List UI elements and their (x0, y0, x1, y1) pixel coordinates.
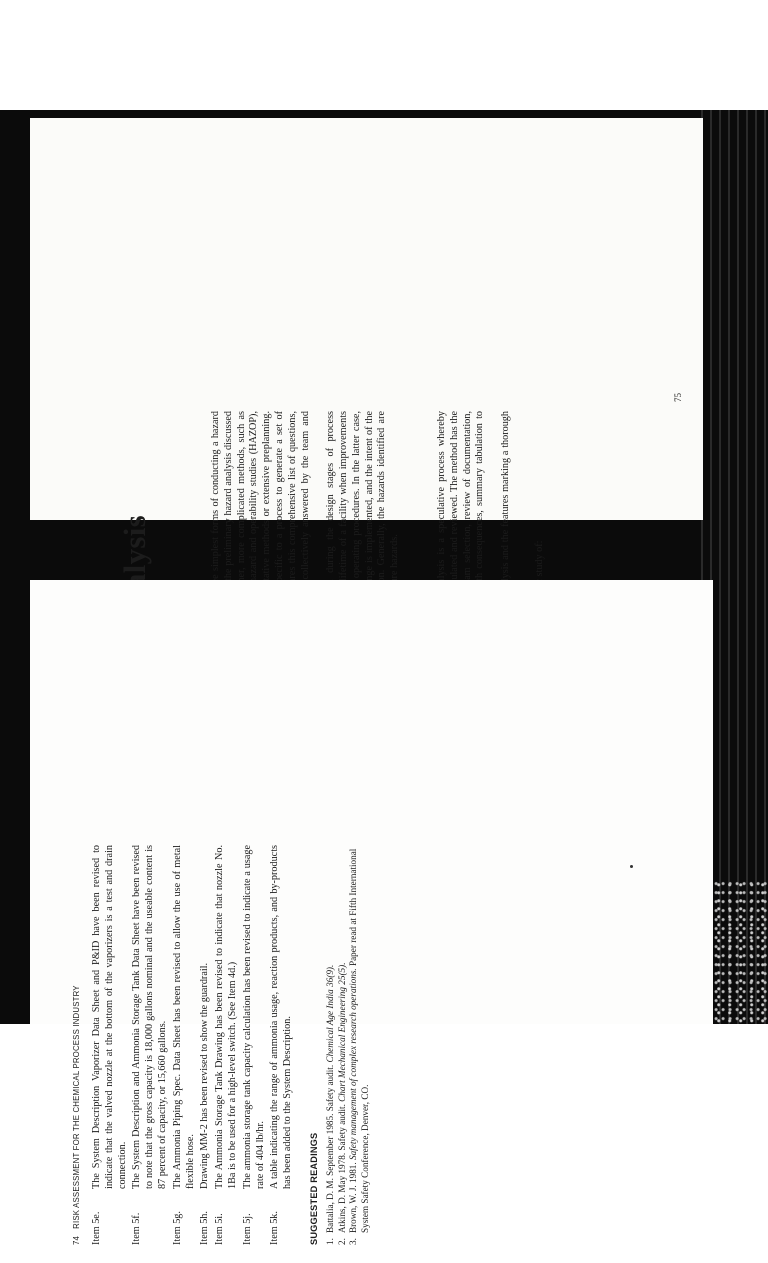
page-74-content (30, 819, 713, 1263)
reference-item: 2. Atkins, D. May 1978. Safety audit. Chart Mechanical Engineering 25(5). (336, 962, 347, 1245)
running-head (72, 845, 81, 1245)
list-item (91, 845, 129, 1245)
references-list (325, 845, 371, 1245)
item-label: Item 5k. (269, 1211, 281, 1245)
item-text: The System Description Vaporizer Data Sheet and P&ID have been revised to indicate that the valved nozzle at the bottom of the vaporizers is a test and drain connection. (91, 845, 128, 1189)
list-item (199, 845, 212, 1245)
item-label: Item 5e. (91, 1211, 102, 1245)
list-item (269, 845, 295, 1245)
item-text: The System Description and Ammonia Storage Tank Data Sheet have been revised to note that the gross capacity is 18,000 gallons nominal and the useable content is 87 percent of capacity, or 15,660 gallons. (131, 845, 168, 1189)
page-number-74: 74 (72, 1235, 81, 1245)
page-number-75: 75 (673, 393, 683, 402)
list-item (242, 845, 268, 1245)
list-item (131, 845, 169, 1245)
item-label: Item 5j. (241, 1213, 253, 1245)
item-text: The Ammonia Storage Tank Drawing has been revised to indicate that nozzle No. 1Ba is to be used for a high-level switch. (See Item 4d.) (214, 845, 238, 1189)
running-head-title: RISK ASSESSMENT FOR THE CHEMICAL PROCESS INDUSTRY (72, 985, 81, 1229)
item-text: The ammonia storage tank capacity calculation has been revised to indicate a usage rate of 404 lb/hr. (241, 845, 266, 1189)
item-label: Item 5h. (199, 1211, 211, 1245)
item-text: The Ammonia Piping Spec. Data Sheet has been revised to allow the use of metal flexible hose. (171, 845, 196, 1189)
page-75 (30, 118, 703, 520)
list-item (214, 845, 240, 1245)
suggested-readings-heading: SUGGESTED READINGS (308, 1132, 319, 1245)
ink-smudge (630, 865, 633, 868)
list-item (172, 845, 198, 1245)
item-text: Drawing MM-2 has been revised to show the guardrail. (199, 962, 211, 1189)
scanner-margin-top (0, 0, 768, 110)
revision-items-list (91, 845, 295, 1245)
page-74 (30, 580, 713, 1245)
item-text: A table indicating the range of ammonia usage, reaction products, and by-products has been added to the System Description. (269, 845, 294, 1189)
item-label: Item 5g. (171, 1211, 183, 1245)
page-74-body (72, 845, 371, 1245)
item-label: Item 5i. (214, 1213, 226, 1245)
reference-item: 3. Brown, W. J. 1981. Safety management of complex research operations. Paper read at Fifth International System Safety Conference, Denver, CO. (348, 848, 370, 1245)
reference-item: 1. Battalia, D. M. September 1985. Safety audit. Chemical Age India 36(9). (324, 964, 335, 1245)
item-label: Item 5f. (131, 1212, 143, 1245)
